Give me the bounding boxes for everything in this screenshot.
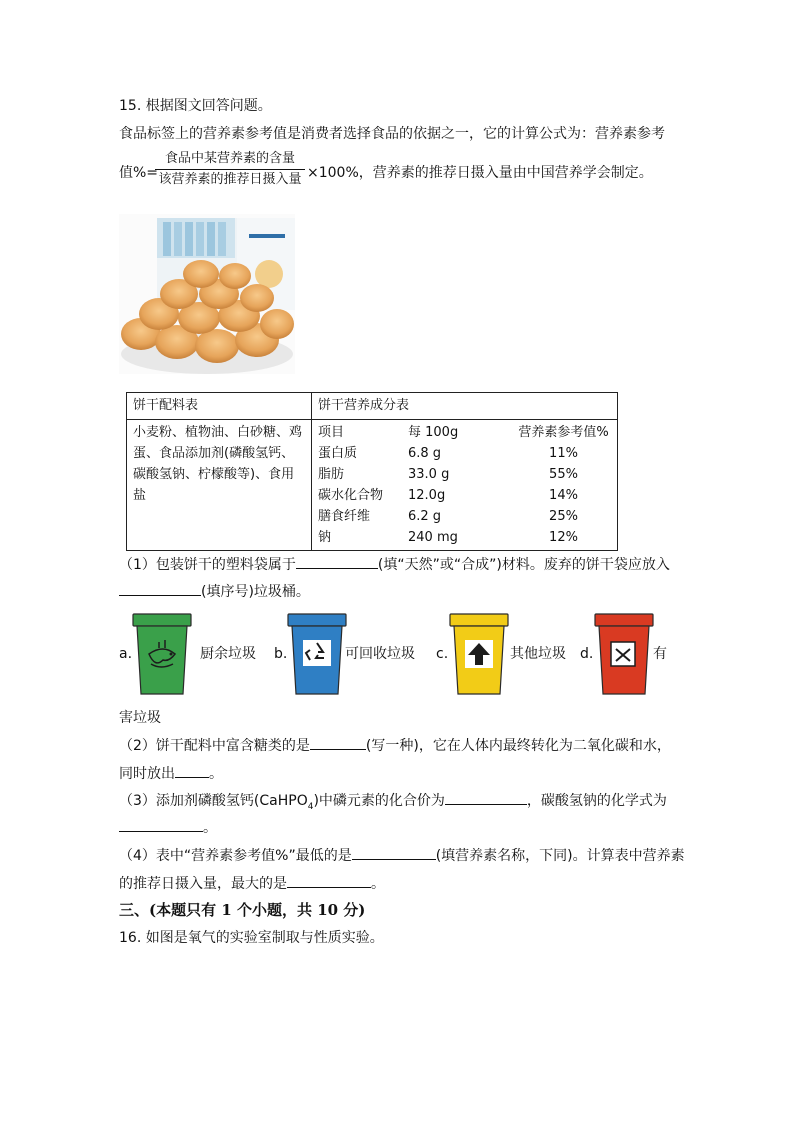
- answer-blank[interactable]: [296, 554, 378, 569]
- q3-text-4: 。: [203, 820, 217, 836]
- recyclable-bin-icon[interactable]: [286, 612, 348, 696]
- nutrient-name: 蛋白质: [318, 446, 358, 461]
- biscuit-info-table: [126, 392, 618, 551]
- answer-blank[interactable]: [175, 763, 209, 778]
- answer-blank[interactable]: [352, 845, 436, 860]
- bin-letter-b: b.: [274, 646, 288, 662]
- q3-text-1: （3）添加剂磷酸氢钙(CaHPO: [119, 793, 308, 809]
- nutrient-percent: 55%: [549, 467, 578, 482]
- nutrient-amount: 6.2 g: [408, 509, 442, 524]
- table-row: [312, 464, 617, 485]
- fraction-bar: [155, 169, 305, 170]
- bin-label-wrap: 害垃圾: [119, 710, 161, 726]
- nutrient-name: 碳水化合物: [318, 488, 384, 503]
- q2-text-3: 同时放出: [119, 766, 175, 782]
- formula-denominator: 该营养素的推荐日摄入量: [158, 172, 302, 187]
- question-1: [119, 554, 670, 575]
- q1-text-2: (填“天然”或“合成”)材料。废弃的饼干袋应放入: [377, 557, 670, 573]
- nutrient-percent: 25%: [549, 509, 578, 524]
- formula-numerator: 食品中某营养素的含量: [164, 151, 295, 166]
- nutrition-column-headers: [312, 420, 617, 443]
- question-2: [119, 735, 671, 756]
- nutrient-amount: 240 mg: [408, 530, 458, 545]
- question-4: [119, 845, 685, 866]
- kitchen-waste-bin-icon[interactable]: [131, 612, 193, 696]
- nutrient-name: 脂肪: [318, 467, 345, 482]
- q3-text-3: ，碳酸氢钠的化学式为: [526, 793, 667, 809]
- q3-text-2: )中磷元素的化合价为: [313, 793, 445, 809]
- question-2-cont: [119, 763, 223, 784]
- q2-text-2: (写一种)，它在人体内最终转化为二氧化碳和水，: [365, 738, 671, 754]
- table-row: [312, 443, 617, 464]
- q3-subscript: 4: [307, 801, 314, 812]
- formula-suffix: ×100%，营养素的推荐日摄入量由中国营养学会制定。: [307, 165, 653, 181]
- answer-blank[interactable]: [119, 581, 201, 596]
- nutrient-amount: 6.8 g: [408, 446, 442, 461]
- hazardous-waste-bin-icon[interactable]: [593, 612, 655, 696]
- question-15-title: 15. 根据图文回答问题。: [119, 98, 272, 114]
- formula-prefix: 值%=: [119, 165, 159, 181]
- ingredients-cell: [127, 393, 312, 551]
- column-item: 项目: [318, 425, 345, 440]
- table-row: [312, 506, 617, 527]
- question-16: 16. 如图是氧气的实验室制取与性质实验。: [119, 930, 384, 946]
- bin-label-a: 厨余垃圾: [200, 646, 256, 662]
- question-1-cont: [119, 581, 310, 602]
- table-row: [312, 527, 617, 550]
- nutrient-percent: 11%: [549, 446, 578, 461]
- q2-text-4: 。: [209, 766, 223, 782]
- bin-label-c: 其他垃圾: [510, 646, 566, 662]
- nutrient-percent: 14%: [549, 488, 578, 503]
- other-waste-bin-icon[interactable]: [448, 612, 510, 696]
- biscuit-illustration: [119, 214, 295, 374]
- answer-blank[interactable]: [310, 735, 366, 750]
- bin-letter-d: d.: [580, 646, 594, 662]
- nutrient-amount: 12.0g: [408, 488, 446, 503]
- bin-label-b: 可回收垃圾: [345, 646, 415, 662]
- q4-text-2: (填营养素名称，下同)。计算表中营养素: [435, 848, 685, 864]
- q4-text-4: 。: [371, 876, 385, 892]
- column-per-100g: 每 100g: [408, 425, 459, 440]
- bin-letter-c: c.: [436, 646, 449, 662]
- q1-text-1: （1）包装饼干的塑料袋属于: [119, 557, 296, 573]
- table-row: [312, 485, 617, 506]
- question-3-cont: [119, 817, 217, 838]
- section-3-heading: 三、(本题只有 1 个小题，共 10 分): [119, 901, 366, 919]
- nutrient-name: 膳食纤维: [318, 509, 371, 524]
- bin-label-d: 有: [653, 646, 667, 662]
- q1-text-3: (填序号)垃圾桶。: [201, 584, 310, 600]
- question-3: [119, 790, 667, 817]
- q2-text-1: （2）饼干配料中富含糖类的是: [119, 738, 310, 754]
- question-15-intro: 食品标签上的营养素参考值是消费者选择食品的依据之一，它的计算公式为：营养素参考: [119, 126, 665, 142]
- nutrient-amount: 33.0 g: [408, 467, 450, 482]
- nutrition-cell: [312, 393, 618, 551]
- biscuit-photo: [119, 214, 295, 374]
- ingredients-text: 小麦粉、植物油、白砂糖、鸡蛋、食品添加剂(磷酸氢钙、碳酸氢钠、柠檬酸等)、食用盐: [133, 425, 303, 503]
- column-reference-value: 营养素参考值%: [518, 425, 609, 440]
- answer-blank[interactable]: [119, 817, 203, 832]
- q4-text-3: 的推荐日摄入量，最大的是: [119, 876, 287, 892]
- nutrient-name: 钠: [318, 530, 332, 545]
- bin-letter-a: a.: [119, 646, 133, 662]
- nutrient-percent: 12%: [549, 530, 578, 545]
- ingredients-header: 饼干配料表: [127, 393, 311, 420]
- answer-blank[interactable]: [287, 873, 371, 888]
- nutrient-formula: [155, 150, 305, 189]
- answer-blank[interactable]: [445, 790, 527, 805]
- question-4-cont: [119, 873, 385, 894]
- nutrition-header: 饼干营养成分表: [312, 393, 617, 420]
- q4-text-1: （4）表中“营养素参考值%”最低的是: [119, 848, 352, 864]
